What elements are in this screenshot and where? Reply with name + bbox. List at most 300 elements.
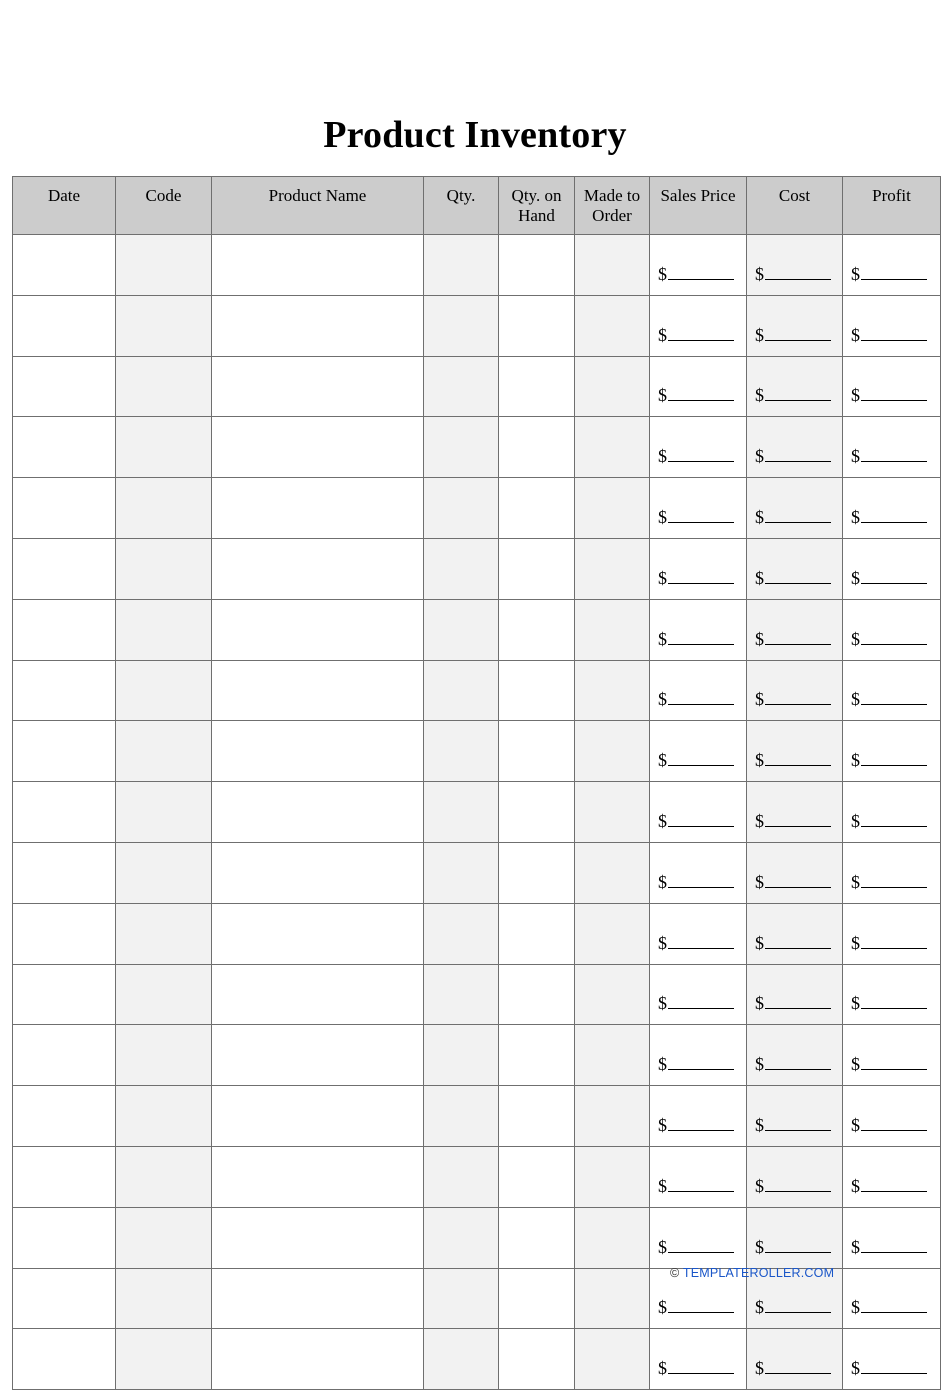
currency-symbol: $ bbox=[755, 750, 764, 771]
qty-on-hand-cell[interactable] bbox=[499, 1146, 575, 1207]
table-row bbox=[13, 1207, 941, 1268]
product-name-cell[interactable] bbox=[212, 1025, 424, 1086]
sales-price-cell[interactable] bbox=[650, 903, 747, 964]
product-name-cell[interactable] bbox=[212, 964, 424, 1025]
made-to-order-cell[interactable] bbox=[575, 782, 650, 843]
amount-blank-line[interactable] bbox=[668, 703, 734, 705]
amount-blank-line[interactable] bbox=[765, 278, 831, 280]
amount-blank-line[interactable] bbox=[765, 1068, 831, 1070]
table-body bbox=[13, 235, 941, 1390]
product-name-cell[interactable] bbox=[212, 599, 424, 660]
currency-symbol: $ bbox=[851, 324, 860, 345]
footer-site-link[interactable]: TEMPLATEROLLER.COM bbox=[682, 1266, 835, 1280]
amount-blank-line[interactable] bbox=[861, 1190, 927, 1192]
amount-blank-line[interactable] bbox=[861, 339, 927, 341]
qty-on-hand-cell[interactable] bbox=[499, 417, 575, 478]
profit-cell[interactable] bbox=[843, 1329, 941, 1390]
code-cell[interactable] bbox=[116, 1329, 212, 1390]
qty-cell[interactable] bbox=[424, 721, 499, 782]
cost-cell[interactable] bbox=[747, 235, 843, 296]
date-cell[interactable] bbox=[13, 478, 116, 539]
amount-blank-line[interactable] bbox=[861, 1311, 927, 1313]
made-to-order-cell[interactable] bbox=[575, 660, 650, 721]
qty-on-hand-cell[interactable] bbox=[499, 235, 575, 296]
qty-cell[interactable] bbox=[424, 235, 499, 296]
currency-symbol: $ bbox=[755, 810, 764, 831]
sales-price-cell[interactable] bbox=[650, 782, 747, 843]
qty-cell[interactable] bbox=[424, 1207, 499, 1268]
qty-on-hand-cell[interactable] bbox=[499, 1025, 575, 1086]
amount-blank-line[interactable] bbox=[668, 1251, 734, 1253]
product-name-cell[interactable] bbox=[212, 295, 424, 356]
amount-blank-line[interactable] bbox=[765, 1372, 831, 1374]
date-cell[interactable] bbox=[13, 1268, 116, 1329]
table-row bbox=[13, 903, 941, 964]
qty-on-hand-cell[interactable] bbox=[499, 1207, 575, 1268]
amount-blank-line[interactable] bbox=[861, 399, 927, 401]
made-to-order-cell[interactable] bbox=[575, 478, 650, 539]
product-name-cell[interactable] bbox=[212, 478, 424, 539]
qty-cell[interactable] bbox=[424, 660, 499, 721]
made-to-order-cell[interactable] bbox=[575, 356, 650, 417]
amount-blank-line[interactable] bbox=[861, 521, 927, 523]
currency-symbol: $ bbox=[851, 1358, 860, 1379]
cost-cell[interactable] bbox=[747, 842, 843, 903]
cost-cell[interactable] bbox=[747, 1086, 843, 1147]
date-cell[interactable] bbox=[13, 1146, 116, 1207]
currency-symbol: $ bbox=[755, 446, 764, 467]
code-cell[interactable] bbox=[116, 660, 212, 721]
currency-symbol: $ bbox=[851, 263, 860, 284]
amount-blank-line[interactable] bbox=[668, 1190, 734, 1192]
table-row bbox=[13, 842, 941, 903]
qty-on-hand-cell[interactable] bbox=[499, 599, 575, 660]
amount-blank-line[interactable] bbox=[861, 703, 927, 705]
sales-price-cell[interactable] bbox=[650, 1146, 747, 1207]
qty-cell[interactable] bbox=[424, 1268, 499, 1329]
profit-cell[interactable] bbox=[843, 235, 941, 296]
cost-cell[interactable] bbox=[747, 356, 843, 417]
currency-symbol: $ bbox=[851, 689, 860, 710]
amount-blank-line[interactable] bbox=[668, 278, 734, 280]
code-cell[interactable] bbox=[116, 1025, 212, 1086]
sales-price-cell[interactable] bbox=[650, 417, 747, 478]
product-name-cell[interactable] bbox=[212, 842, 424, 903]
date-cell[interactable] bbox=[13, 1086, 116, 1147]
amount-blank-line[interactable] bbox=[861, 947, 927, 949]
date-cell[interactable] bbox=[13, 1329, 116, 1390]
qty-on-hand-cell[interactable] bbox=[499, 1329, 575, 1390]
code-cell[interactable] bbox=[116, 417, 212, 478]
currency-symbol: $ bbox=[658, 628, 667, 649]
amount-blank-line[interactable] bbox=[765, 643, 831, 645]
currency-symbol: $ bbox=[851, 1054, 860, 1075]
currency-symbol: $ bbox=[755, 263, 764, 284]
profit-cell[interactable] bbox=[843, 1025, 941, 1086]
amount-blank-line[interactable] bbox=[765, 1129, 831, 1131]
amount-blank-line[interactable] bbox=[861, 582, 927, 584]
profit-cell[interactable] bbox=[843, 1207, 941, 1268]
amount-blank-line[interactable] bbox=[765, 521, 831, 523]
currency-symbol: $ bbox=[851, 446, 860, 467]
currency-symbol: $ bbox=[851, 628, 860, 649]
amount-blank-line[interactable] bbox=[861, 1068, 927, 1070]
qty-on-hand-cell[interactable] bbox=[499, 1086, 575, 1147]
code-cell[interactable] bbox=[116, 599, 212, 660]
profit-cell[interactable] bbox=[843, 356, 941, 417]
qty-cell[interactable] bbox=[424, 478, 499, 539]
code-cell[interactable] bbox=[116, 478, 212, 539]
profit-cell[interactable] bbox=[843, 538, 941, 599]
currency-symbol: $ bbox=[658, 810, 667, 831]
code-cell[interactable] bbox=[116, 1086, 212, 1147]
currency-symbol: $ bbox=[755, 1114, 764, 1135]
column-header-product-name: Product Name bbox=[212, 177, 424, 235]
product-name-cell[interactable] bbox=[212, 660, 424, 721]
product-name-cell[interactable] bbox=[212, 1329, 424, 1390]
date-cell[interactable] bbox=[13, 235, 116, 296]
currency-symbol: $ bbox=[755, 1054, 764, 1075]
amount-blank-line[interactable] bbox=[861, 1251, 927, 1253]
product-name-cell[interactable] bbox=[212, 1268, 424, 1329]
amount-blank-line[interactable] bbox=[668, 947, 734, 949]
currency-symbol: $ bbox=[755, 385, 764, 406]
product-name-cell[interactable] bbox=[212, 538, 424, 599]
table-row bbox=[13, 538, 941, 599]
currency-symbol: $ bbox=[851, 1236, 860, 1257]
profit-cell[interactable] bbox=[843, 599, 941, 660]
cost-cell[interactable] bbox=[747, 1207, 843, 1268]
profit-cell[interactable] bbox=[843, 1268, 941, 1329]
qty-cell[interactable] bbox=[424, 903, 499, 964]
qty-on-hand-cell[interactable] bbox=[499, 964, 575, 1025]
copyright-symbol: © bbox=[670, 1266, 680, 1280]
sales-price-cell[interactable] bbox=[650, 478, 747, 539]
made-to-order-cell[interactable] bbox=[575, 903, 650, 964]
cost-cell[interactable] bbox=[747, 295, 843, 356]
product-name-cell[interactable] bbox=[212, 903, 424, 964]
qty-on-hand-cell[interactable] bbox=[499, 660, 575, 721]
amount-blank-line[interactable] bbox=[668, 764, 734, 766]
profit-cell[interactable] bbox=[843, 417, 941, 478]
profit-cell[interactable] bbox=[843, 842, 941, 903]
currency-symbol: $ bbox=[755, 1358, 764, 1379]
code-cell[interactable] bbox=[116, 964, 212, 1025]
cost-cell[interactable] bbox=[747, 660, 843, 721]
table-row bbox=[13, 356, 941, 417]
date-cell[interactable] bbox=[13, 599, 116, 660]
column-header-made-to-order: Made to Order bbox=[575, 177, 650, 235]
currency-symbol: $ bbox=[658, 1297, 667, 1318]
date-cell[interactable] bbox=[13, 721, 116, 782]
qty-cell[interactable] bbox=[424, 599, 499, 660]
made-to-order-cell[interactable] bbox=[575, 1207, 650, 1268]
column-header-cost: Cost bbox=[747, 177, 843, 235]
sales-price-cell[interactable] bbox=[650, 356, 747, 417]
amount-blank-line[interactable] bbox=[668, 886, 734, 888]
code-cell[interactable] bbox=[116, 538, 212, 599]
currency-symbol: $ bbox=[851, 750, 860, 771]
amount-blank-line[interactable] bbox=[668, 1007, 734, 1009]
code-cell[interactable] bbox=[116, 782, 212, 843]
currency-symbol: $ bbox=[658, 689, 667, 710]
sales-price-cell[interactable] bbox=[650, 235, 747, 296]
qty-cell[interactable] bbox=[424, 356, 499, 417]
qty-cell[interactable] bbox=[424, 782, 499, 843]
currency-symbol: $ bbox=[658, 263, 667, 284]
amount-blank-line[interactable] bbox=[668, 460, 734, 462]
amount-blank-line[interactable] bbox=[765, 703, 831, 705]
currency-symbol: $ bbox=[658, 750, 667, 771]
table-row bbox=[13, 721, 941, 782]
profit-cell[interactable] bbox=[843, 964, 941, 1025]
cost-cell[interactable] bbox=[747, 478, 843, 539]
profit-cell[interactable] bbox=[843, 1086, 941, 1147]
table-row bbox=[13, 964, 941, 1025]
made-to-order-cell[interactable] bbox=[575, 417, 650, 478]
amount-blank-line[interactable] bbox=[861, 1007, 927, 1009]
qty-cell[interactable] bbox=[424, 417, 499, 478]
made-to-order-cell[interactable] bbox=[575, 1268, 650, 1329]
profit-cell[interactable] bbox=[843, 903, 941, 964]
currency-symbol: $ bbox=[658, 1054, 667, 1075]
currency-symbol: $ bbox=[851, 1114, 860, 1135]
amount-blank-line[interactable] bbox=[668, 1311, 734, 1313]
currency-symbol: $ bbox=[851, 506, 860, 527]
cost-cell[interactable] bbox=[747, 1329, 843, 1390]
amount-blank-line[interactable] bbox=[668, 1129, 734, 1131]
amount-blank-line[interactable] bbox=[765, 825, 831, 827]
qty-cell[interactable] bbox=[424, 295, 499, 356]
made-to-order-cell[interactable] bbox=[575, 964, 650, 1025]
code-cell[interactable] bbox=[116, 356, 212, 417]
sales-price-cell[interactable] bbox=[650, 842, 747, 903]
currency-symbol: $ bbox=[755, 689, 764, 710]
sales-price-cell[interactable] bbox=[650, 1329, 747, 1390]
code-cell[interactable] bbox=[116, 842, 212, 903]
sales-price-cell[interactable] bbox=[650, 1207, 747, 1268]
currency-symbol: $ bbox=[851, 871, 860, 892]
date-cell[interactable] bbox=[13, 1207, 116, 1268]
qty-cell[interactable] bbox=[424, 842, 499, 903]
table-row bbox=[13, 1025, 941, 1086]
cost-cell[interactable] bbox=[747, 1146, 843, 1207]
amount-blank-line[interactable] bbox=[668, 521, 734, 523]
currency-symbol: $ bbox=[851, 993, 860, 1014]
amount-blank-line[interactable] bbox=[765, 947, 831, 949]
profit-cell[interactable] bbox=[843, 295, 941, 356]
code-cell[interactable] bbox=[116, 721, 212, 782]
amount-blank-line[interactable] bbox=[668, 825, 734, 827]
amount-blank-line[interactable] bbox=[765, 582, 831, 584]
currency-symbol: $ bbox=[658, 993, 667, 1014]
currency-symbol: $ bbox=[658, 567, 667, 588]
qty-on-hand-cell[interactable] bbox=[499, 1268, 575, 1329]
currency-symbol: $ bbox=[658, 1236, 667, 1257]
table-row bbox=[13, 417, 941, 478]
amount-blank-line[interactable] bbox=[765, 399, 831, 401]
product-name-cell[interactable] bbox=[212, 721, 424, 782]
qty-on-hand-cell[interactable] bbox=[499, 721, 575, 782]
cost-cell[interactable] bbox=[747, 903, 843, 964]
currency-symbol: $ bbox=[755, 993, 764, 1014]
amount-blank-line[interactable] bbox=[861, 886, 927, 888]
currency-symbol: $ bbox=[755, 1236, 764, 1257]
date-cell[interactable] bbox=[13, 903, 116, 964]
made-to-order-cell[interactable] bbox=[575, 295, 650, 356]
profit-cell[interactable] bbox=[843, 660, 941, 721]
sales-price-cell[interactable] bbox=[650, 660, 747, 721]
amount-blank-line[interactable] bbox=[861, 825, 927, 827]
made-to-order-cell[interactable] bbox=[575, 1025, 650, 1086]
amount-blank-line[interactable] bbox=[861, 643, 927, 645]
currency-symbol: $ bbox=[755, 506, 764, 527]
currency-symbol: $ bbox=[755, 932, 764, 953]
amount-blank-line[interactable] bbox=[765, 1190, 831, 1192]
currency-symbol: $ bbox=[755, 871, 764, 892]
amount-blank-line[interactable] bbox=[765, 460, 831, 462]
sales-price-cell[interactable] bbox=[650, 964, 747, 1025]
table-row bbox=[13, 478, 941, 539]
qty-on-hand-cell[interactable] bbox=[499, 903, 575, 964]
sales-price-cell[interactable] bbox=[650, 1025, 747, 1086]
qty-on-hand-cell[interactable] bbox=[499, 356, 575, 417]
currency-symbol: $ bbox=[851, 567, 860, 588]
qty-cell[interactable] bbox=[424, 964, 499, 1025]
made-to-order-cell[interactable] bbox=[575, 1146, 650, 1207]
qty-cell[interactable] bbox=[424, 1025, 499, 1086]
made-to-order-cell[interactable] bbox=[575, 599, 650, 660]
currency-symbol: $ bbox=[658, 506, 667, 527]
product-name-cell[interactable] bbox=[212, 1207, 424, 1268]
currency-symbol: $ bbox=[851, 810, 860, 831]
product-name-cell[interactable] bbox=[212, 235, 424, 296]
profit-cell[interactable] bbox=[843, 782, 941, 843]
code-cell[interactable] bbox=[116, 1268, 212, 1329]
amount-blank-line[interactable] bbox=[765, 1251, 831, 1253]
table-row bbox=[13, 599, 941, 660]
currency-symbol: $ bbox=[658, 1358, 667, 1379]
qty-on-hand-cell[interactable] bbox=[499, 295, 575, 356]
amount-blank-line[interactable] bbox=[765, 1311, 831, 1313]
qty-cell[interactable] bbox=[424, 1086, 499, 1147]
amount-blank-line[interactable] bbox=[861, 278, 927, 280]
code-cell[interactable] bbox=[116, 295, 212, 356]
qty-cell[interactable] bbox=[424, 538, 499, 599]
currency-symbol: $ bbox=[851, 932, 860, 953]
qty-on-hand-cell[interactable] bbox=[499, 478, 575, 539]
amount-blank-line[interactable] bbox=[861, 764, 927, 766]
table-row bbox=[13, 235, 941, 296]
made-to-order-cell[interactable] bbox=[575, 842, 650, 903]
header-row bbox=[13, 177, 941, 235]
made-to-order-cell[interactable] bbox=[575, 1086, 650, 1147]
product-name-cell[interactable] bbox=[212, 1086, 424, 1147]
currency-symbol: $ bbox=[658, 1175, 667, 1196]
amount-blank-line[interactable] bbox=[861, 1372, 927, 1374]
product-name-cell[interactable] bbox=[212, 1146, 424, 1207]
product-name-cell[interactable] bbox=[212, 356, 424, 417]
amount-blank-line[interactable] bbox=[861, 460, 927, 462]
profit-cell[interactable] bbox=[843, 478, 941, 539]
cost-cell[interactable] bbox=[747, 1025, 843, 1086]
date-cell[interactable] bbox=[13, 538, 116, 599]
cost-cell[interactable] bbox=[747, 417, 843, 478]
code-cell[interactable] bbox=[116, 903, 212, 964]
amount-blank-line[interactable] bbox=[668, 399, 734, 401]
made-to-order-cell[interactable] bbox=[575, 721, 650, 782]
sales-price-cell[interactable] bbox=[650, 721, 747, 782]
qty-on-hand-cell[interactable] bbox=[499, 842, 575, 903]
currency-symbol: $ bbox=[755, 1175, 764, 1196]
date-cell[interactable] bbox=[13, 782, 116, 843]
currency-symbol: $ bbox=[851, 385, 860, 406]
code-cell[interactable] bbox=[116, 235, 212, 296]
amount-blank-line[interactable] bbox=[668, 1372, 734, 1374]
date-cell[interactable] bbox=[13, 356, 116, 417]
qty-on-hand-cell[interactable] bbox=[499, 538, 575, 599]
profit-cell[interactable] bbox=[843, 721, 941, 782]
currency-symbol: $ bbox=[755, 324, 764, 345]
currency-symbol: $ bbox=[658, 324, 667, 345]
amount-blank-line[interactable] bbox=[765, 764, 831, 766]
code-cell[interactable] bbox=[116, 1146, 212, 1207]
currency-symbol: $ bbox=[755, 628, 764, 649]
amount-blank-line[interactable] bbox=[668, 643, 734, 645]
amount-blank-line[interactable] bbox=[668, 339, 734, 341]
made-to-order-cell[interactable] bbox=[575, 1329, 650, 1390]
column-header-qty: Qty. bbox=[424, 177, 499, 235]
column-header-qty-on-hand: Qty. on Hand bbox=[499, 177, 575, 235]
date-cell[interactable] bbox=[13, 842, 116, 903]
qty-on-hand-cell[interactable] bbox=[499, 782, 575, 843]
product-name-cell[interactable] bbox=[212, 782, 424, 843]
page-title: Product Inventory bbox=[323, 114, 627, 156]
column-header-sales-price: Sales Price bbox=[650, 177, 747, 235]
sales-price-cell[interactable] bbox=[650, 295, 747, 356]
qty-cell[interactable] bbox=[424, 1146, 499, 1207]
date-cell[interactable] bbox=[13, 1025, 116, 1086]
inventory-table bbox=[12, 176, 941, 1390]
cost-cell[interactable] bbox=[747, 538, 843, 599]
qty-cell[interactable] bbox=[424, 1329, 499, 1390]
amount-blank-line[interactable] bbox=[668, 582, 734, 584]
made-to-order-cell[interactable] bbox=[575, 235, 650, 296]
product-name-cell[interactable] bbox=[212, 417, 424, 478]
amount-blank-line[interactable] bbox=[765, 1007, 831, 1009]
footer-credit[interactable] bbox=[670, 1266, 834, 1280]
profit-cell[interactable] bbox=[843, 1146, 941, 1207]
cost-cell[interactable] bbox=[747, 599, 843, 660]
currency-symbol: $ bbox=[755, 1297, 764, 1318]
amount-blank-line[interactable] bbox=[861, 1129, 927, 1131]
amount-blank-line[interactable] bbox=[765, 886, 831, 888]
date-cell[interactable] bbox=[13, 295, 116, 356]
made-to-order-cell[interactable] bbox=[575, 538, 650, 599]
sales-price-cell[interactable] bbox=[650, 538, 747, 599]
cost-cell[interactable] bbox=[747, 782, 843, 843]
sales-price-cell[interactable] bbox=[650, 1086, 747, 1147]
amount-blank-line[interactable] bbox=[668, 1068, 734, 1070]
sales-price-cell[interactable] bbox=[650, 599, 747, 660]
date-cell[interactable] bbox=[13, 964, 116, 1025]
code-cell[interactable] bbox=[116, 1207, 212, 1268]
date-cell[interactable] bbox=[13, 660, 116, 721]
cost-cell[interactable] bbox=[747, 721, 843, 782]
cost-cell[interactable] bbox=[747, 964, 843, 1025]
date-cell[interactable] bbox=[13, 417, 116, 478]
amount-blank-line[interactable] bbox=[765, 339, 831, 341]
